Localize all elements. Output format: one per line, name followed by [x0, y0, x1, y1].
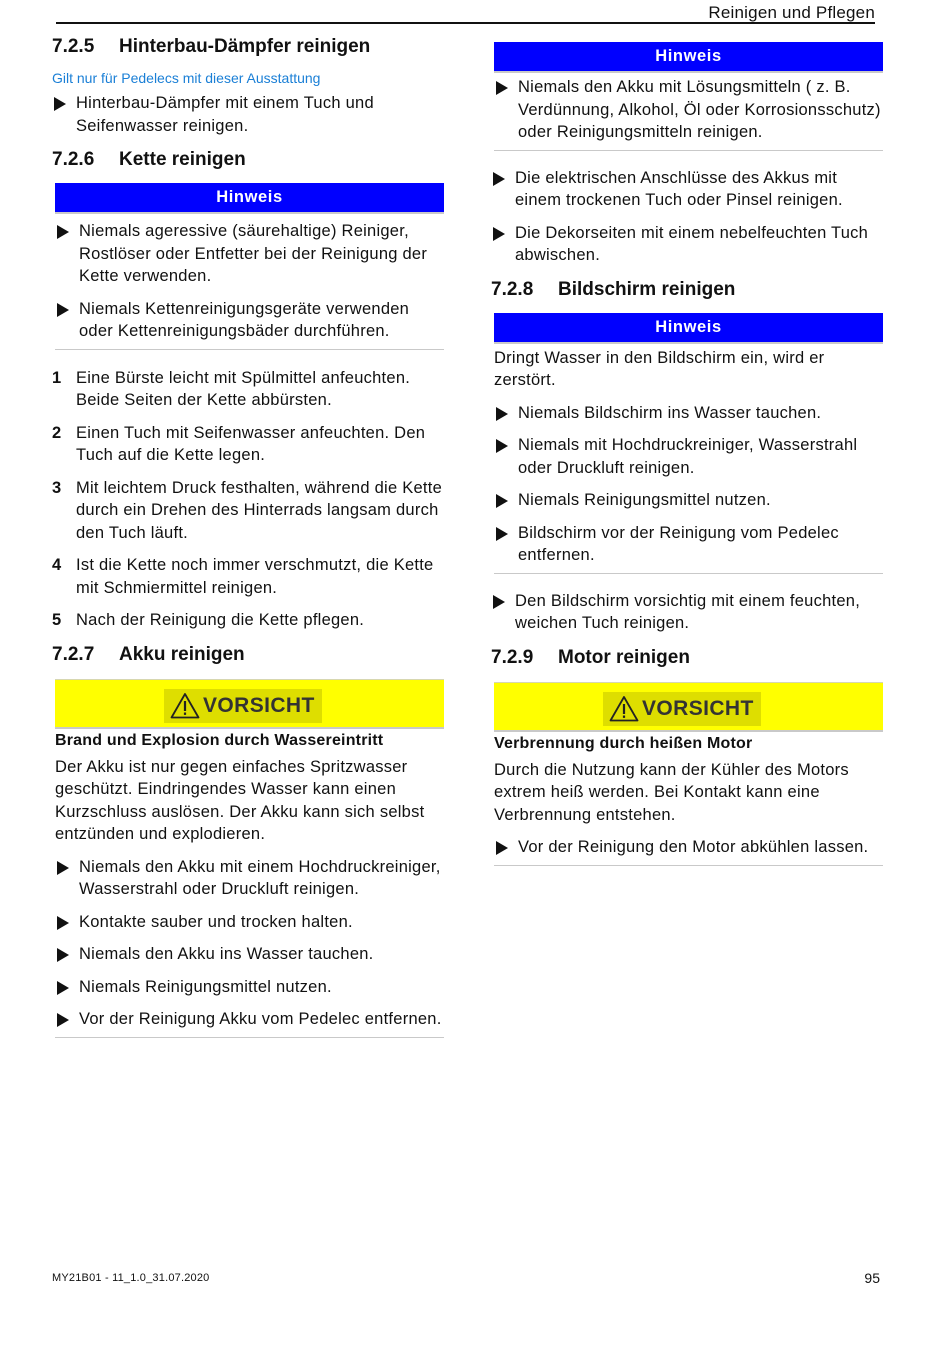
triangle-bullet-icon: [55, 943, 79, 966]
header-rule: [56, 22, 875, 24]
numbered-step: 5 Nach der Reinigung die Kette pflegen.: [52, 611, 365, 629]
warning-item: Kontakte sauber und trocken halten.: [55, 911, 444, 934]
hinweis-item: Niemals mit Hochdruckreiniger, Wasserstrahl oder Druckluft reinigen.: [494, 434, 883, 479]
left-column: [52, 36, 444, 1038]
numbered-step: 4 Ist die Kette noch immer verschmutzt, die Kette mit Schmiermittel reinigen.: [52, 556, 434, 597]
warning-title: Verbrennung durch heißen Motor: [494, 734, 753, 752]
hinweis-item: Niemals den Akku mit Lösungsmitteln ( z. B. Verdünnung, Alkohol, Öl oder Korrosionsschutz) oder Reinigungsmitteln reinigen.: [494, 76, 883, 144]
warning-item: Niemals den Akku ins Wasser tauchen.: [55, 943, 444, 966]
triangle-bullet-icon: [55, 976, 79, 999]
warning-text: Der Akku ist nur gegen einfaches Spritzwasser geschützt. Eindringendes Wasser kann einen Kurzschluss auslösen. Der Akku kann sich selbst entzünden und explodieren.: [55, 757, 425, 843]
triangle-bullet-icon: [494, 836, 518, 859]
section-title: Bildschirm reinigen: [558, 278, 736, 300]
warning-item: Niemals den Akku mit einem Hochdruckreiniger, Wasserstrahl oder Druckluft reinigen.: [55, 856, 444, 901]
triangle-bullet-icon: [494, 434, 518, 479]
box-divider: [55, 349, 444, 350]
footer-doc-id: MY21B01 - 11_1.0_31.07.2020: [52, 1272, 210, 1284]
triangle-bullet-icon: [494, 522, 518, 567]
warning-triangle-icon: [609, 695, 639, 722]
box-divider: [494, 150, 883, 151]
hinweis-item: Niemals Reinigungsmittel nutzen.: [494, 489, 883, 512]
right-column: [491, 42, 883, 866]
hinweis-label: Hinweis: [494, 42, 883, 73]
triangle-bullet-icon: [55, 298, 79, 343]
numbered-step: 3 Mit leichtem Druck festhalten, während die Kette durch ein Drehen des Hinterrads langsam durch den Tuch läuft.: [52, 478, 443, 542]
step-item: Hinterbau-Dämpfer mit einem Tuch und Seifenwasser reinigen.: [52, 92, 444, 137]
hinweis-item: Niemals ageressive (säurehaltige) Reiniger, Rostlöser oder Entfetter bei der Reinigung der Kette verwenden.: [55, 220, 444, 288]
triangle-bullet-icon: [494, 402, 518, 425]
section-number: 7.2.5: [52, 36, 95, 57]
hinweis-item: Niemals Kettenreinigungsgeräte verwenden oder Kettenreinigungsbäder durchführen.: [55, 298, 444, 343]
hinweis-label: Hinweis: [494, 313, 883, 344]
triangle-bullet-icon: [55, 1008, 79, 1031]
hinweis-text: Dringt Wasser in den Bildschirm ein, wird er zerstört.: [494, 348, 825, 389]
warning-title: Brand und Explosion durch Wassereintritt: [55, 731, 384, 749]
vorsicht-label-panel: [164, 689, 322, 723]
triangle-bullet-icon: [491, 222, 515, 267]
step-item: Die Dekorseiten mit einem nebelfeuchten Tuch abwischen.: [491, 222, 883, 267]
section-number: 7.2.6: [52, 149, 95, 170]
vorsicht-label-panel: [603, 692, 761, 726]
numbered-step: 2 Einen Tuch mit Seifenwasser anfeuchten. Den Tuch auf die Kette legen.: [52, 423, 426, 464]
triangle-bullet-icon: [491, 590, 515, 635]
vorsicht-label: VORSICHT: [203, 693, 315, 717]
triangle-bullet-icon: [52, 92, 76, 137]
section-number: 7.2.9: [491, 646, 534, 668]
heading-7-2-8: [491, 279, 883, 301]
section-title: Hinterbau-Dämpfer reinigen: [119, 36, 371, 57]
vorsicht-label: VORSICHT: [642, 696, 754, 720]
vorsicht-banner: [494, 682, 883, 732]
header-title: Reinigen und Pflegen: [708, 3, 875, 22]
section-title: Kette reinigen: [119, 149, 246, 170]
triangle-bullet-icon: [491, 167, 515, 212]
heading-7-2-7: [52, 644, 444, 666]
warning-item: Vor der Reinigung Akku vom Pedelec entfernen.: [55, 1008, 444, 1031]
section-title: Motor reinigen: [558, 646, 690, 668]
box-divider: [494, 865, 883, 866]
triangle-bullet-icon: [55, 220, 79, 288]
warning-text: Durch die Nutzung kann der Kühler des Motors extrem heiß werden. Bei Kontakt kann eine Verbrennung entstehen.: [494, 760, 849, 824]
triangle-bullet-icon: [494, 76, 518, 144]
applicability-note: Gilt nur für Pedelecs mit dieser Ausstattung: [52, 70, 321, 86]
numbered-step: 1 Eine Bürste leicht mit Spülmittel anfeuchten. Beide Seiten der Kette abbürsten.: [52, 368, 411, 409]
section-title: Akku reinigen: [119, 643, 245, 665]
section-number: 7.2.7: [52, 643, 95, 665]
triangle-bullet-icon: [55, 856, 79, 901]
triangle-bullet-icon: [494, 489, 518, 512]
section-number: 7.2.8: [491, 278, 534, 300]
heading-7-2-9: [491, 647, 883, 669]
triangle-bullet-icon: [55, 911, 79, 934]
warning-triangle-icon: [170, 692, 200, 719]
hinweis-item: Niemals Bildschirm ins Wasser tauchen.: [494, 402, 883, 425]
step-item: Die elektrischen Anschlüsse des Akkus mit einem trockenen Tuch oder Pinsel reinigen.: [491, 167, 883, 212]
page-number: 95: [864, 1270, 880, 1286]
hinweis-box: [55, 183, 444, 350]
hinweis-item: Bildschirm vor der Reinigung vom Pedelec entfernen.: [494, 522, 883, 567]
vorsicht-banner: [55, 679, 444, 729]
box-divider: [55, 1037, 444, 1038]
heading-7-2-5: [52, 36, 444, 58]
hinweis-label: Hinweis: [55, 183, 444, 214]
hinweis-box: [494, 313, 883, 574]
step-item: Den Bildschirm vorsichtig mit einem feuchten, weichen Tuch reinigen.: [491, 590, 883, 635]
box-divider: [494, 573, 883, 574]
hinweis-box: [494, 42, 883, 151]
warning-item: Vor der Reinigung den Motor abkühlen lassen.: [494, 836, 883, 859]
vorsicht-box: [494, 682, 883, 866]
warning-item: Niemals Reinigungsmittel nutzen.: [55, 976, 444, 999]
vorsicht-box: [55, 679, 444, 1038]
heading-7-2-6: [52, 149, 444, 171]
